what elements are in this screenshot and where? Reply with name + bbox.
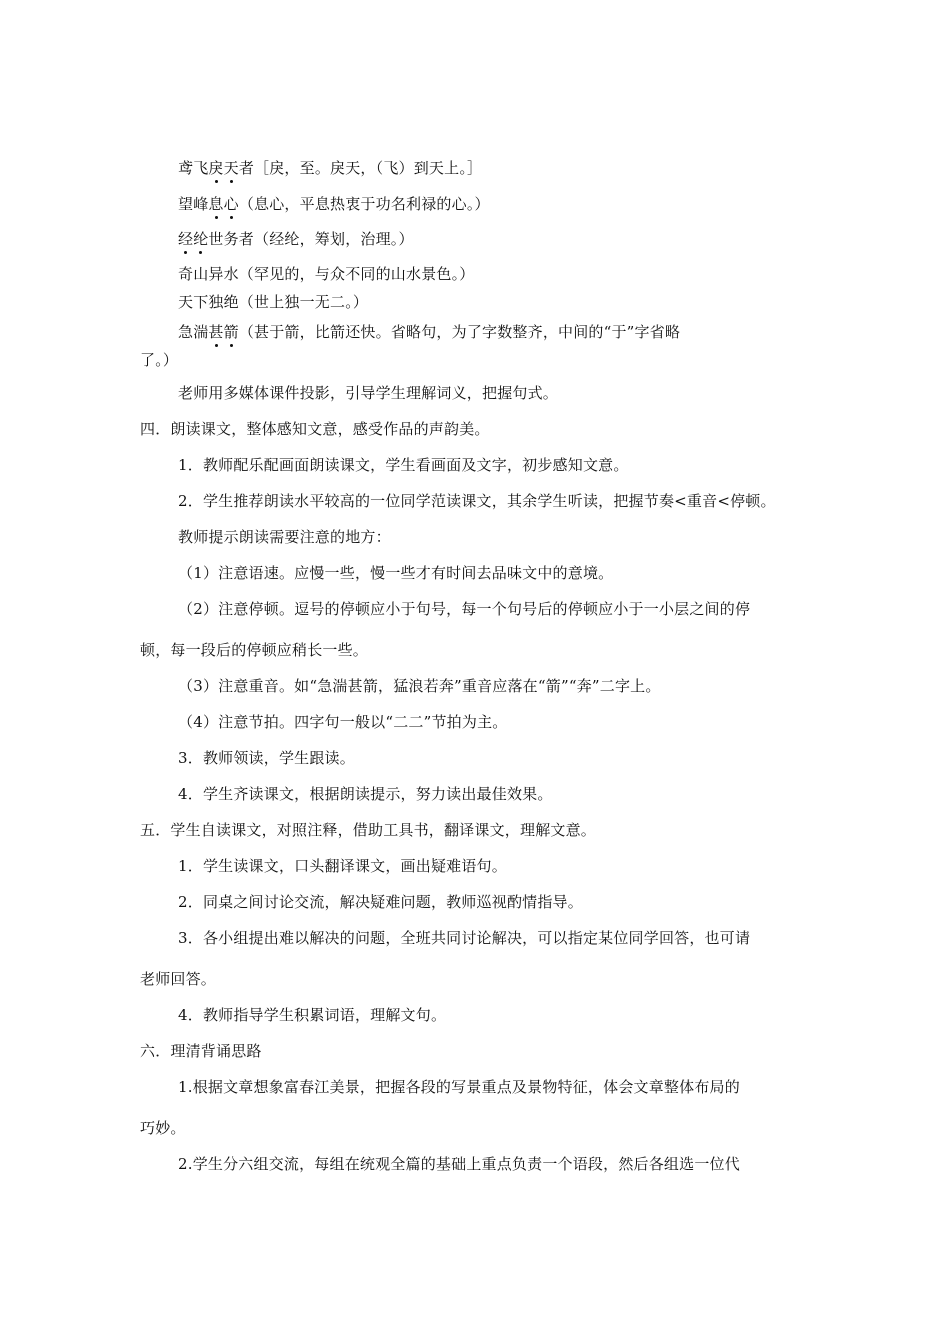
section-heading-5: 五．学生自读课文，对照注释，借助工具书，翻译课文，理解文意。 [140,821,597,839]
vocab-line-2 [178,194,490,214]
list-item: （4）注意节拍。四字句一般以“二二”节拍为主。 [178,713,508,731]
emphasized-char: 纶 [193,230,209,248]
vocab-text: 天下独绝（世上独一无二。） [178,293,369,311]
emphasized-char: 戾 [208,159,224,177]
list-item: 3．各小组提出难以解决的问题，全班共同讨论解决，可以指定某位同学回答，也可请 [178,929,751,947]
vocab-text: 急湍 [178,323,209,341]
vocab-text: 者［戾，至。戾天，（飞）到天上。］ [238,159,483,177]
emphasized-char: 箭 [223,323,239,341]
vocab-text: 望峰 [178,195,209,213]
list-item: 2.学生分六组交流，每组在统观全篇的基础上重点负责一个语段，然后各组选一位代 [178,1155,740,1173]
vocab-text: （甚于箭，比箭还快。省略句，为了字数整齐，中间的“于”字省略 [238,323,681,341]
paragraph-line: 顿，每一段后的停顿应稍长一些。 [140,641,369,659]
vocab-line-5 [178,292,368,312]
vocab-text: 奇山异水（罕见的，与众不同的山水景色。） [178,265,475,283]
paragraph-line: 老师回答。 [140,970,217,988]
section-heading-4: 四．朗读课文，整体感知文意，感受作品的声韵美。 [140,420,490,438]
paragraph-line: 了。） [140,351,179,369]
section-heading-6: 六．理清背诵思路 [140,1042,262,1060]
vocab-text: （息心，平息热衷于功名利禄的心。） [238,195,490,213]
list-item: 2．学生推荐朗读水平较高的一位同学范读课文，其余学生听读，把握节奏<重音<停顿。 [178,492,776,510]
vocab-line-4 [178,264,475,284]
emphasized-char: 心 [223,195,239,213]
vocab-text: 世务者（经纶，筹划，治理。） [208,230,414,248]
list-item: （1）注意语速。应慢一些，慢一些才有时间去品味文中的意境。 [178,564,614,582]
vocab-line-6 [178,322,680,342]
list-item: （3）注意重音。如“急湍甚箭，猛浪若奔”重音应落在“箭”“奔”二字上。 [178,677,661,695]
list-item: 1.根据文章想象富春江美景，把握各段的写景重点及景物特征，体会文章整体布局的 [178,1078,740,1096]
emphasized-char: 经 [178,230,194,248]
vocab-line-3 [178,229,414,249]
emphasized-char: 天 [223,159,239,177]
vocab-text: 鸢飞 [178,159,209,177]
list-item: 1．教师配乐配画面朗读课文，学生看画面及文字，初步感知文意。 [178,456,629,474]
vocab-line-1 [178,158,482,178]
list-item: 4．学生齐读课文，根据朗读提示，努力读出最佳效果。 [178,785,553,803]
list-item: 1．学生读课文，口头翻译课文，画出疑难语句。 [178,857,507,875]
list-item: （2）注意停顿。逗号的停顿应小于句号，每一个句号后的停顿应小于一小层之间的停 [178,600,751,618]
paragraph-line: 老师用多媒体课件投影，引导学生理解词义，把握句式。 [178,384,559,402]
paragraph-line: 教师提示朗读需要注意的地方： [178,528,391,546]
emphasized-char: 甚 [208,323,224,341]
list-item: 3．教师领读，学生跟读。 [178,749,355,767]
paragraph-line: 巧妙。 [140,1119,186,1137]
list-item: 4．教师指导学生积累词语，理解文句。 [178,1006,447,1024]
list-item: 2．同桌之间讨论交流，解决疑难问题，教师巡视酌情指导。 [178,893,583,911]
emphasized-char: 息 [208,195,224,213]
